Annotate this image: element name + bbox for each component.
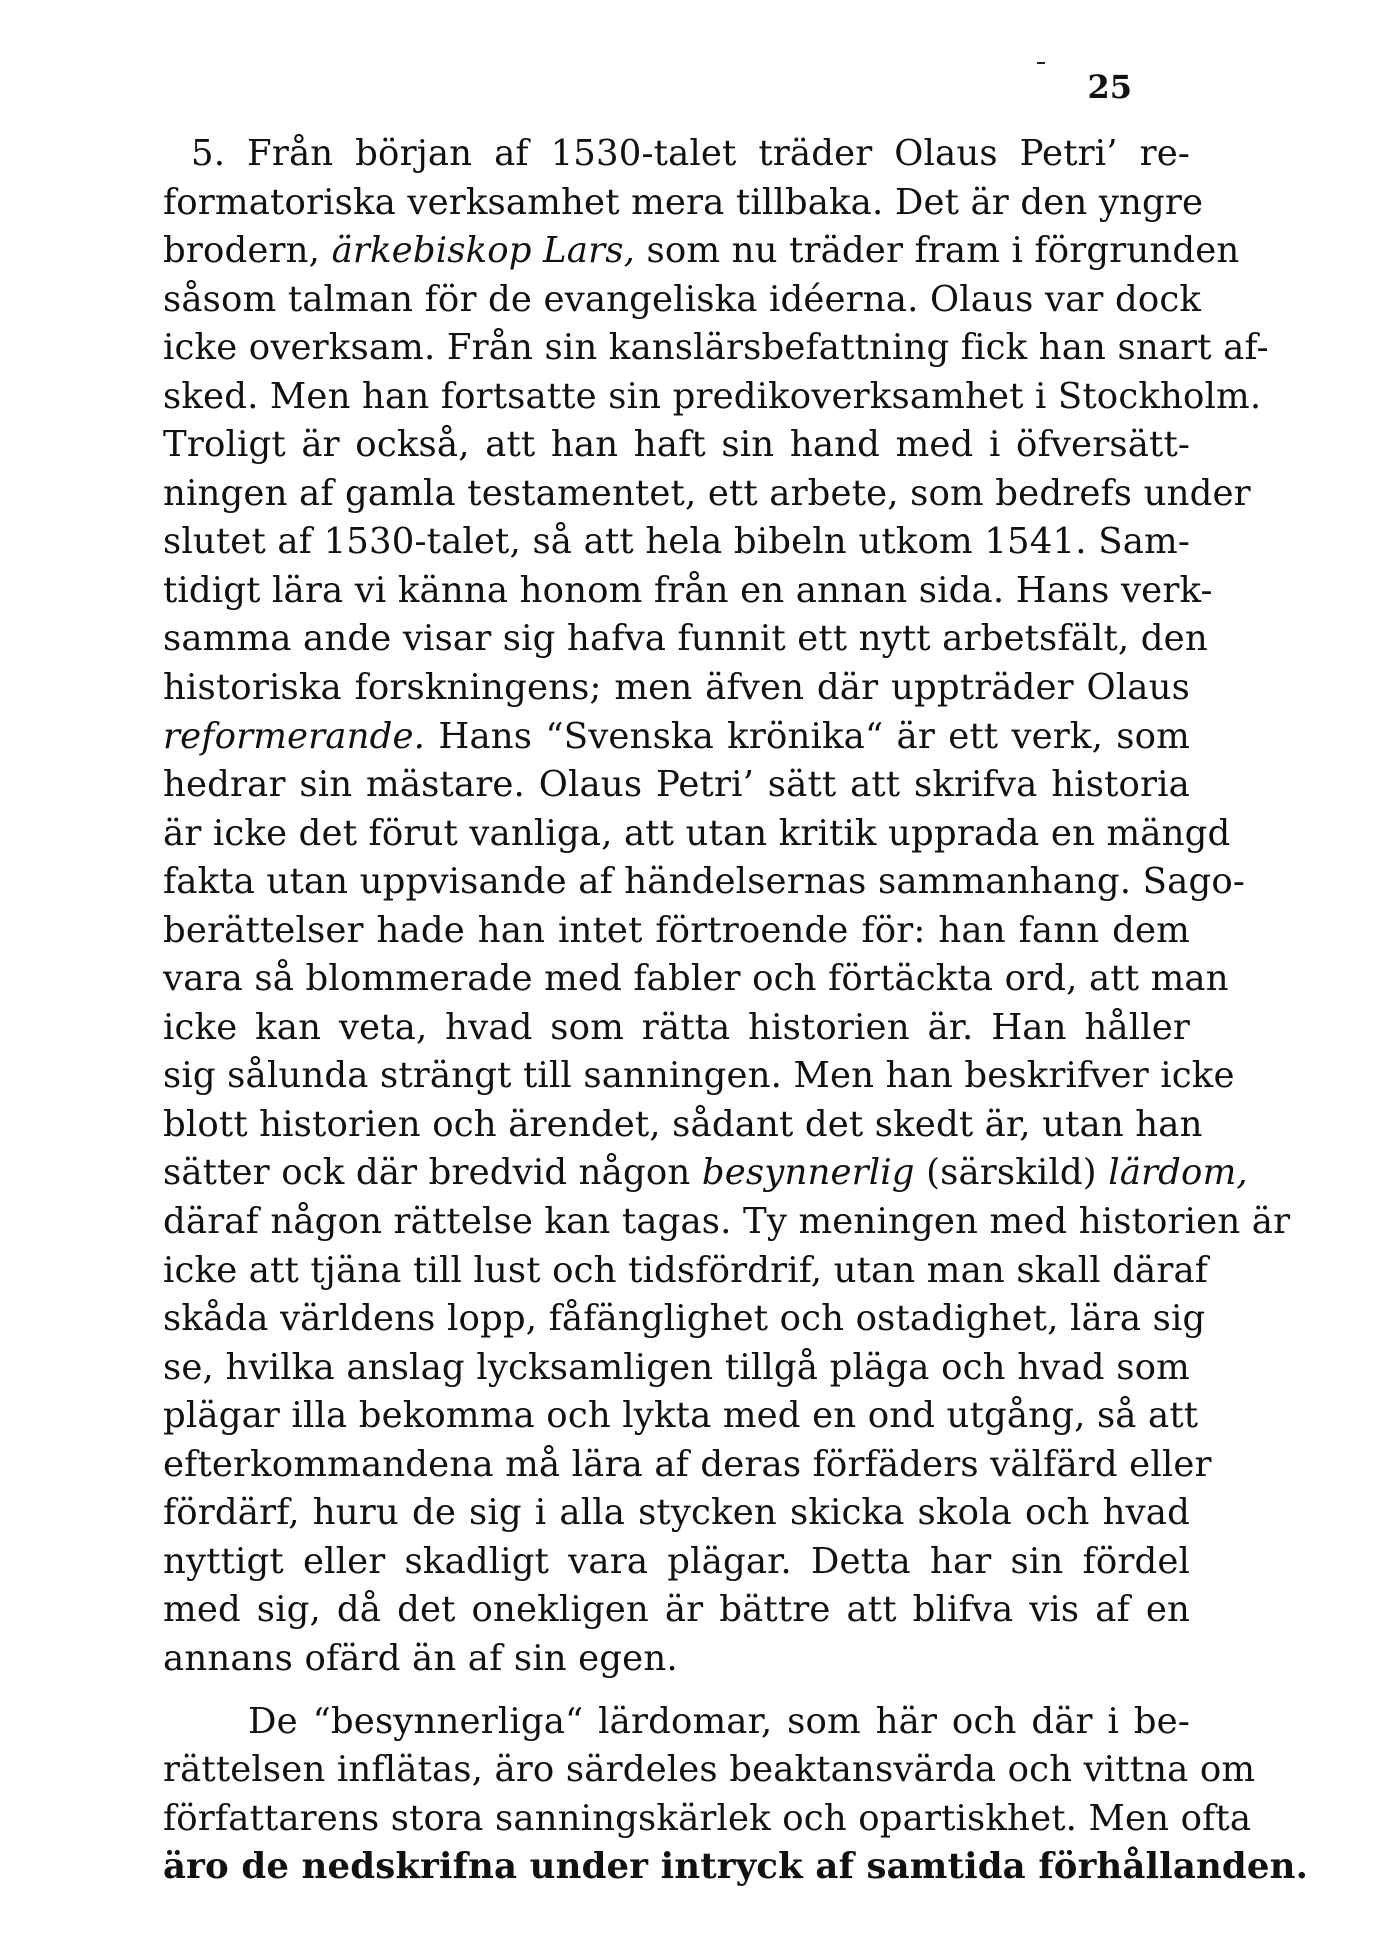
- text-line: [163, 1149, 1248, 1198]
- text-line: 5. Från början af 1530-talet träder Olaus Petri’ re-: [191, 133, 1190, 174]
- text-line: nyttigt eller skadligt vara plägar. Detta har sin fördel: [163, 1540, 1190, 1582]
- text-line: historiska forskningens; men äfven där uppträder Olaus: [163, 667, 1190, 709]
- text-line: annans ofärd än af sin egen.: [163, 1637, 678, 1679]
- text-line: Troligt är också, att han haft sin hand med i öfversätt-: [163, 424, 1190, 466]
- text-line: icke kan veta, hvad som rätta historien är. Han håller: [163, 1006, 1190, 1048]
- text-line: [163, 713, 1190, 762]
- italic-phrase: reformerande.: [163, 715, 426, 757]
- text-line: rättelsen inflätas, äro särdeles beaktansvärda och vittna om: [163, 1749, 1256, 1791]
- text-line: blott historien och ärendet, sådant det skedt är, utan han: [163, 1103, 1203, 1145]
- italic-phrase: ärkebiskop Lars,: [331, 230, 636, 272]
- text-line: såsom talman för de evangeliska idéerna. Olaus var dock: [163, 278, 1202, 320]
- text-line: tidigt lära vi känna honom från en annan sida. Hans verk-: [163, 569, 1213, 611]
- text-line: sked. Men han fortsatte sin predikoverksamhet i Stockholm.: [163, 375, 1262, 417]
- italic-phrase: lärdom,: [1108, 1152, 1248, 1194]
- text-line: författarens stora sanningskärlek och opartiskhet. Men ofta: [163, 1797, 1252, 1839]
- text-line: De “besynnerliga“ lärdomar, som här och där i be-: [248, 1700, 1190, 1742]
- text-line: [163, 227, 1240, 276]
- paragraph-gap: [163, 1684, 1190, 1698]
- text-segment: som nu träder fram i förgrunden: [635, 230, 1240, 272]
- text-line: med sig, då det onekligen är bättre att blifva vis af en: [163, 1589, 1190, 1631]
- page-number: 25: [1087, 68, 1132, 106]
- text-segment: brodern,: [163, 230, 332, 272]
- text-line: plägar illa bekomma och lykta med en ond utgång, så att: [163, 1395, 1199, 1437]
- text-line: fördärf, huru de sig i alla stycken skicka skola och hvad: [163, 1492, 1190, 1534]
- text-line: samma ande visar sig hafva funnit ett nytt arbetsfält, den: [163, 618, 1208, 660]
- body-text: [163, 130, 1309, 1892]
- text-line: icke overksam. Från sin kanslärsbefattning fick han snart af-: [163, 327, 1269, 369]
- text-line: däraf någon rättelse kan tagas. Ty meningen med historien är: [163, 1201, 1291, 1243]
- text-line: icke att tjäna till lust och tidsfördrif, utan man skall däraf: [163, 1249, 1209, 1291]
- text-line: hedrar sin mästare. Olaus Petri’ sätt att skrifva historia: [163, 764, 1190, 806]
- text-line: ningen af gamla testamentet, ett arbete, som bedrefs under: [163, 472, 1251, 514]
- text-line: efterkommandena må lära af deras förfäders välfärd eller: [163, 1443, 1212, 1485]
- text-line: formatoriska verksamhet mera tillbaka. Det är den yngre: [163, 181, 1204, 223]
- text-line: skåda världens lopp, fåfänglighet och ostadighet, lära sig: [163, 1298, 1206, 1340]
- text-line: se, hvilka anslag lycksamligen tillgå pläga och hvad som: [163, 1346, 1190, 1388]
- text-line: sig sålunda strängt till sanningen. Men han beskrifver icke: [163, 1055, 1235, 1097]
- text-segment: (särskild): [914, 1152, 1109, 1194]
- text-line: berättelser hade han intet förtroende för: han fann dem: [163, 909, 1190, 951]
- text-segment: sätter ock där bredvid någon: [163, 1152, 702, 1194]
- text-line: äro de nedskrifna under intryck af samtida förhållanden.: [163, 1846, 1309, 1888]
- text-line: slutet af 1530-talet, så att hela bibeln utkom 1541. Sam-: [163, 521, 1190, 563]
- text-line: är icke det förut vanliga, att utan kritik upprada en mängd: [163, 812, 1231, 854]
- text-segment: Hans “Svenska krönika“ är ett verk, som: [425, 715, 1190, 757]
- italic-phrase: besynnerlig: [701, 1152, 915, 1194]
- text-line: vara så blommerade med fabler och förtäckta ord, att man: [163, 958, 1229, 1000]
- text-line: fakta utan uppvisande af händelsernas sammanhang. Sago-: [163, 861, 1246, 903]
- page-mark: [1037, 62, 1045, 64]
